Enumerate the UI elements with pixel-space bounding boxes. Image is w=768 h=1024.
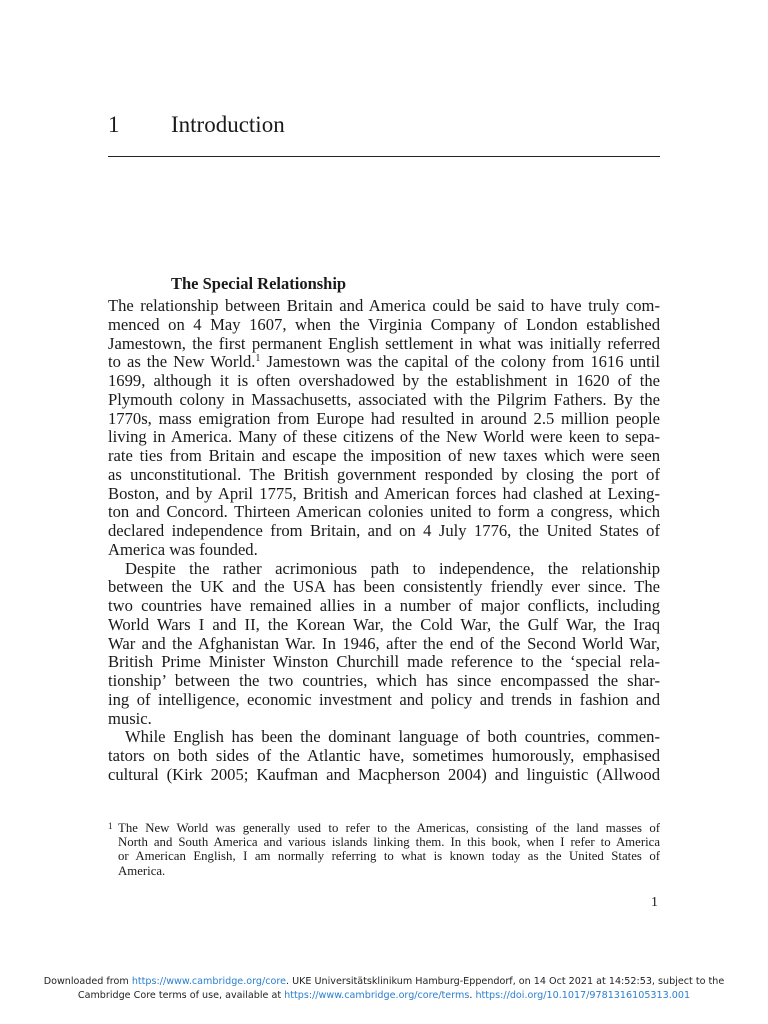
body-line: tators on both sides of the Atlantic have, sometimes humorously, emphasised (108, 746, 660, 765)
line-text: to as the New World. (108, 352, 256, 372)
chapter-number: 1 (108, 112, 120, 137)
body-line: living in America. Many of these citizens of the New World were keen to sepa- (108, 427, 660, 447)
footnote (108, 821, 660, 878)
body-line: cultural (Kirk 2005; Kaufman and Macpherson 2004) and linguistic (Allwood (108, 764, 660, 784)
body-line: rate ties from Britain and escape the imposition of new taxes which were seen (108, 446, 660, 465)
doi-link[interactable]: https://doi.org/10.1017/9781316105313.001 (475, 990, 691, 1001)
body-line: tionship’ between the two countries, which has since encompassed the shar- (108, 671, 660, 690)
notice-text: Downloaded from (43, 976, 132, 987)
body-line: between the UK and the USA has been consistently friendly ever since. The (108, 577, 660, 597)
body-line: 1770s, mass emigration from Europe had resulted in around 2.5 million people (108, 408, 660, 428)
body-line: Boston, and by April 1775, British and American forces had clashed at Lexing- (108, 483, 660, 503)
terms-link[interactable]: https://www.cambridge.org/core/terms (284, 990, 470, 1001)
page-number: 1 (651, 895, 658, 910)
notice-text: Cambridge Core terms of use, available at (77, 990, 285, 1001)
section-title: The Special Relationship (171, 274, 347, 293)
body-line: two countries have remained allies in a number of major conflicts, including (108, 596, 660, 615)
body-line (108, 353, 660, 372)
body-line: Jamestown, the first permanent English settlement in what was initially referred (108, 333, 660, 353)
paragraph-1 (108, 297, 660, 785)
body-line: British Prime Minister Winston Churchill made reference to the ‘special rela- (108, 652, 660, 672)
notice-text: . (469, 990, 476, 1001)
body-line: 1699, although it is often overshadowed by the establishment in 1620 of the (108, 371, 660, 390)
body-line: The relationship between Britain and America could be said to have truly com- (108, 296, 660, 315)
body-line: While English has been the dominant language of both countries, commen- (125, 727, 660, 747)
body-line: Despite the rather acrimonious path to independence, the relationship (125, 558, 660, 578)
body-line: menced on 4 May 1607, when the Virginia Company of London established (108, 314, 660, 334)
footnote-line: America. (118, 863, 166, 878)
body-line: ton and Concord. Thirteen American colonies united to form a congress, which (108, 502, 660, 522)
body-line: War and the Afghanistan War. In 1946, after the end of the Second World War, (108, 633, 660, 653)
body-line: America was founded. (108, 539, 258, 559)
line-text: Jamestown was the capital of the colony from 1616 until (260, 352, 661, 372)
footnote-mark: 1 (108, 821, 113, 831)
download-notice (0, 975, 768, 1003)
notice-text: . UKE Universitätsklinikum Hamburg-Eppendorf, on 14 Oct 2021 at 14:52:53, subject to the (286, 976, 725, 987)
body-line: Plymouth colony in Massachusetts, associated with the Pilgrim Fathers. By the (108, 389, 660, 409)
chapter-rule (108, 156, 660, 157)
body-line: World Wars I and II, the Korean War, the Cold War, the Gulf War, the Iraq (108, 614, 660, 634)
body-line: ing of intelligence, economic investment and policy and trends in fashion and (108, 689, 660, 709)
cambridge-core-link[interactable]: https://www.cambridge.org/core (131, 976, 286, 987)
body-line: as unconstitutional. The British government responded by closing the port of (108, 464, 660, 484)
footnote-line: The New World was generally used to refer to the Americas, consisting of the land masses of (118, 821, 660, 835)
body-line: music. (108, 708, 152, 728)
footnote-line: North and South America and various islands linking them. In this book, when I refer to America (118, 835, 660, 850)
body-line: declared independence from Britain, and on 4 July 1776, the United States of (108, 521, 660, 540)
footnote-ref[interactable]: 1 (255, 353, 261, 365)
chapter-title: Introduction (171, 112, 285, 137)
footnote-line: or American English, I am normally referring to what is known today as the United States of (118, 849, 660, 864)
